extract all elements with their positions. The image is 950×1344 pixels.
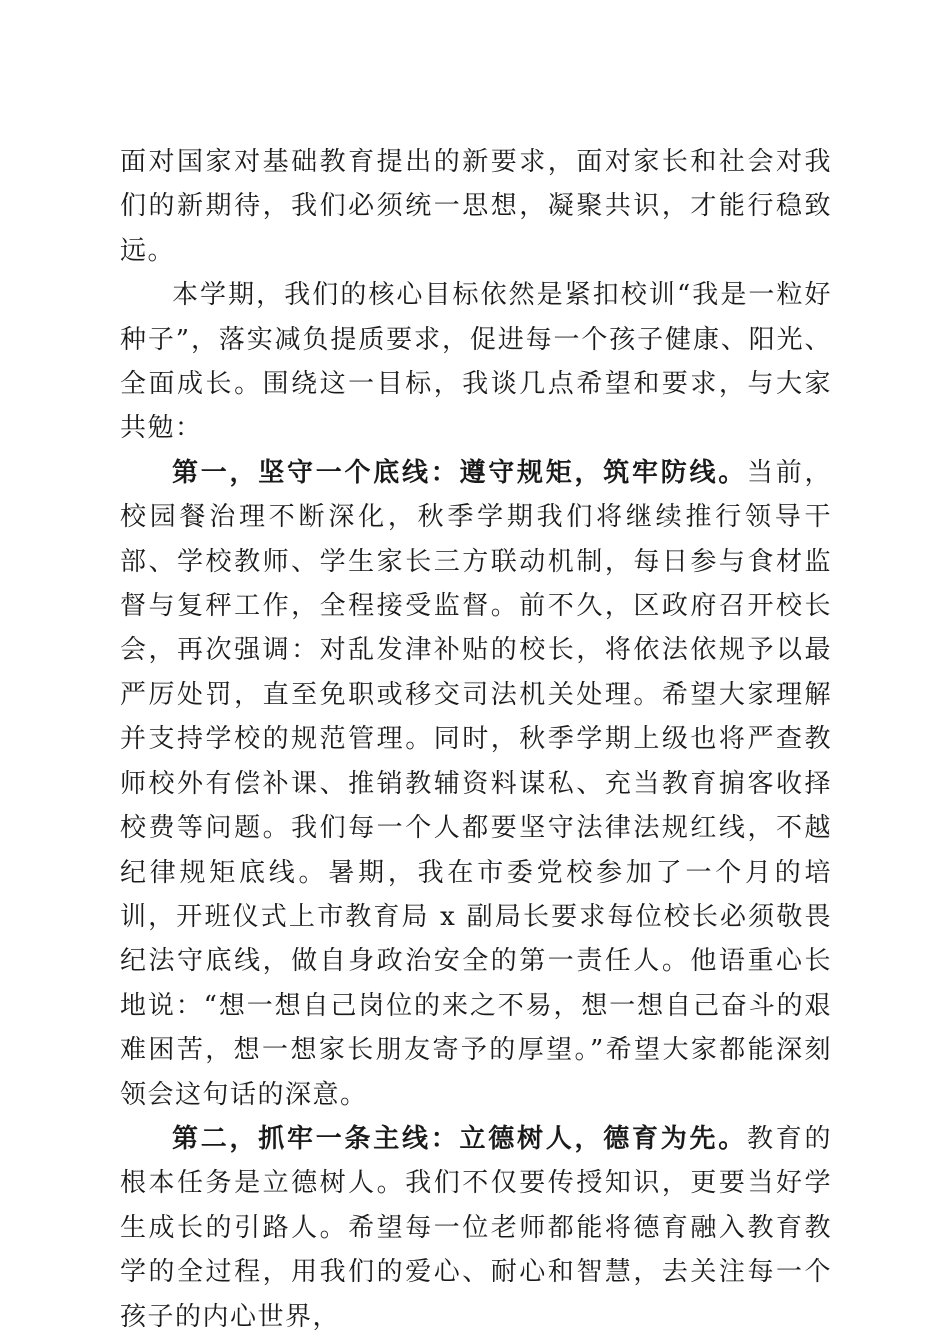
paragraph-4-text: 教育的根本任务是立德树人。我们不仅要传授知识，更要当好学生成长的引路人。希望每一位老师都能将德育融入教育教学的全过程，用我们的爱心、耐心和智慧，去关注每一个孩子的内心世界， [120, 1123, 832, 1332]
paragraph-3-text: 当前，校园餐治理不断深化，秋季学期我们将继续推行领导干部、学校教师、学生家长三方联动机制，每日参与食材监督与复秤工作，全程接受监督。前不久，区政府召开校长会，再次强调：对乱发津补贴的校长，将依法依规予以最严厉处罚，直至免职或移交司法机关处理。希望大家理解并支持学校的规范管理。同时，秋季学期上级也将严查教师校外有偿补课、推销教辅资料谋私、充当教育掮客收择校费等问题。我们每一个人都要坚守法律法规红线，不越纪律规矩底线。暑期，我在市委党校参加了一个月的培训，开班仪式上市教育局 x 副局长要求每位校长必须敬畏纪法守底线，做自身政治安全的第一责任人。他语重心长地说：“想一想自己岗位的来之不易，想一想自己奋斗的艰难困苦，想一想家长朋友寄予的厚望。”希望大家都能深刻领会这句话的深意。 [120, 457, 832, 1110]
paragraph-3-lead: 第一，坚守一个底线：遵守规矩，筑牢防线。 [172, 457, 747, 488]
paragraph-2-text: 本学期，我们的核心目标依然是紧扣校训“我是一粒好种子”，落实减负提质要求，促进每一个孩子健康、阳光、全面成长。围绕这一目标，我谈几点希望和要求，与大家共勉： [120, 280, 832, 444]
paragraph-3 [120, 451, 832, 1117]
paragraph-1-text: 面对国家对基础教育提出的新要求，面对家长和社会对我们的新期待，我们必须统一思想，凝聚共识，才能行稳致远。 [120, 147, 832, 266]
paragraph-4 [120, 1117, 832, 1339]
paragraph-2 [120, 273, 832, 451]
document-body [120, 140, 832, 1339]
paragraph-4-lead: 第二，抓牢一条主线：立德树人，德育为先。 [172, 1123, 747, 1154]
paragraph-1 [120, 140, 832, 273]
